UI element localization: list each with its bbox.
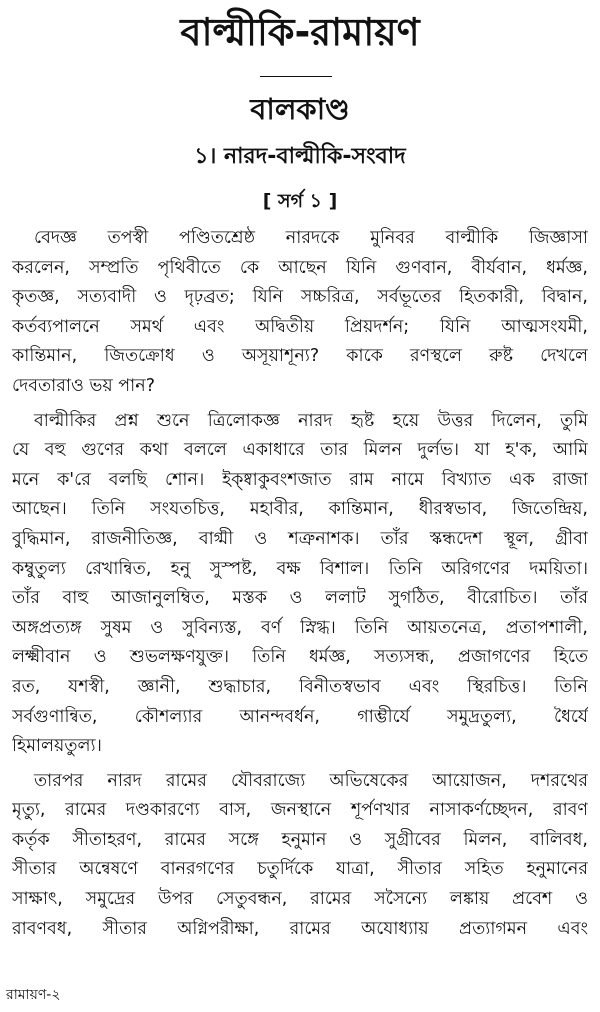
text-line: সাক্ষাৎ, সমুদ্রের উপর সেতুবন্ধন, রামের সসৈন্যে লঙ্কায় প্রবেশ ও: [12, 889, 588, 910]
title-divider: [260, 76, 332, 77]
text-line: কৃতজ্ঞ, সত্যবাদী ও দৃঢ়ব্রত; যিনি সচ্চরিত্র, সর্বভূতের হিতকারী, বিদ্বান,: [12, 287, 588, 308]
text-line: কম্বুতুল্য রেখান্বিত, হনু সুস্পষ্ট, বক্ষ বিশাল। তিনি অরিগণের দময়িতা।: [12, 558, 588, 579]
body-text: [12, 224, 588, 949]
paragraph-3: [12, 767, 588, 945]
text-line: করলেন, সম্প্রতি পৃথিবীতে কে আছেন যিনি গুণবান, বীর্যবান, ধর্মজ্ঞ,: [12, 257, 588, 278]
text-line: সর্বগুণান্বিত, কৌশল্যার আনন্দবর্ধন, গাম্ভীর্যে সমুদ্রতুল্য, ধৈর্যে: [12, 706, 588, 727]
text-line: অঙ্গপ্রত্যঙ্গ সুষম ও সুবিন্যস্ত, বর্ণ স্নিগ্ধ। তিনি আয়তনেত্র, প্রতাপশালী,: [12, 617, 588, 638]
paragraph-2: [12, 407, 588, 762]
text-line: যে বহু গুণের কথা বললে একাধারে তার মিলন দুর্লভ। যা হ'ক, আমি: [12, 440, 588, 461]
text-line: লক্ষ্মীবান ও শুভলক্ষণযুক্ত। তিনি ধর্মজ্ঞ, সত্যসন্ধ, প্রজাগণের হিতে: [12, 647, 588, 668]
kanda-title: বালকাণ্ড: [250, 92, 350, 126]
book-title: বাল্মীকি-রামায়ণ: [180, 10, 420, 54]
sarga-label: [ সর্গ ১ ]: [262, 190, 338, 212]
text-line: বেদজ্ঞ তপস্বী পণ্ডিতশ্রেষ্ঠ নারদকে মুনিবর বাল্মীকি জিজ্ঞাসা: [34, 228, 588, 248]
text-line: তারপর নারদ রামের যৌবরাজ্যে অভিষেকের আয়োজন, দশরথের: [34, 770, 588, 791]
text-line: বাল্মীকির প্রশ্ন শুনে ত্রিলোকজ্ঞ নারদ হৃষ্ট হয়ে উত্তর দিলেন, তুমি: [34, 410, 588, 431]
text-line: আছেন। তিনি সংযতচিত্ত, মহাবীর, কান্তিমান, ধীরস্বভাব, জিতেন্দ্রিয়,: [12, 499, 588, 520]
chapter-title: ১। নারদ-বাল্মীকি-সংবাদ: [194, 144, 406, 169]
text-line: রত, যশস্বী, জ্ঞানী, শুদ্ধাচার, বিনীতস্বভাব এবং স্থিরচিত্ত। তিনি: [12, 676, 588, 697]
text-line: সীতার অন্বেষণে বানরগণের চতুর্দিকে যাত্রা, সীতার সহিত হনুমানের: [12, 859, 588, 880]
text-line: মনে ক'রে বলছি শোন। ইক্ষ্বাকুবংশজাত রাম নামে বিখ্যাত এক রাজা: [12, 469, 588, 490]
text-line: হিমালয়তুল্য।: [12, 736, 102, 757]
text-line: তাঁর বাহু আজানুলম্বিত, মস্তক ও ললাট সুগঠিত, বীরোচিত। তাঁর: [12, 588, 588, 609]
text-line: দেবতারাও ভয় পান?: [12, 375, 155, 396]
text-line: মৃত্যু, রামের দণ্ডকারণ্যে বাস, জনস্থানে শূর্পণখার নাসাকর্ণচ্ছেদন, রাবণ: [12, 800, 588, 821]
text-line: কর্তব্যপালনে সমর্থ এবং অদ্বিতীয় প্রিয়দর্শন; যিনি আত্মসংযমী,: [12, 316, 588, 337]
text-line: কান্তিমান, জিতক্রোধ ও অসূয়াশূন্য? কাকে রণস্থলে রুষ্ট দেখলে: [12, 346, 588, 367]
paragraph-1: [12, 224, 588, 402]
text-line: বুদ্ধিমান, রাজনীতিজ্ঞ, বাগ্মী ও শত্রুনাশক। তাঁর স্কন্ধদেশ স্থূল, গ্রীবা: [12, 528, 588, 549]
page-signature: রামায়ণ-২: [6, 987, 61, 1003]
text-line: রাবণবধ, সীতার অগ্নিপরীক্ষা, রামের অযোধ্যায় প্রত্যাগমন এবং: [12, 918, 588, 939]
text-line: কর্তৃক সীতাহরণ, রামের সঙ্গে হনুমান ও সুগ্রীবের মিলন, বালিবধ,: [12, 829, 588, 850]
